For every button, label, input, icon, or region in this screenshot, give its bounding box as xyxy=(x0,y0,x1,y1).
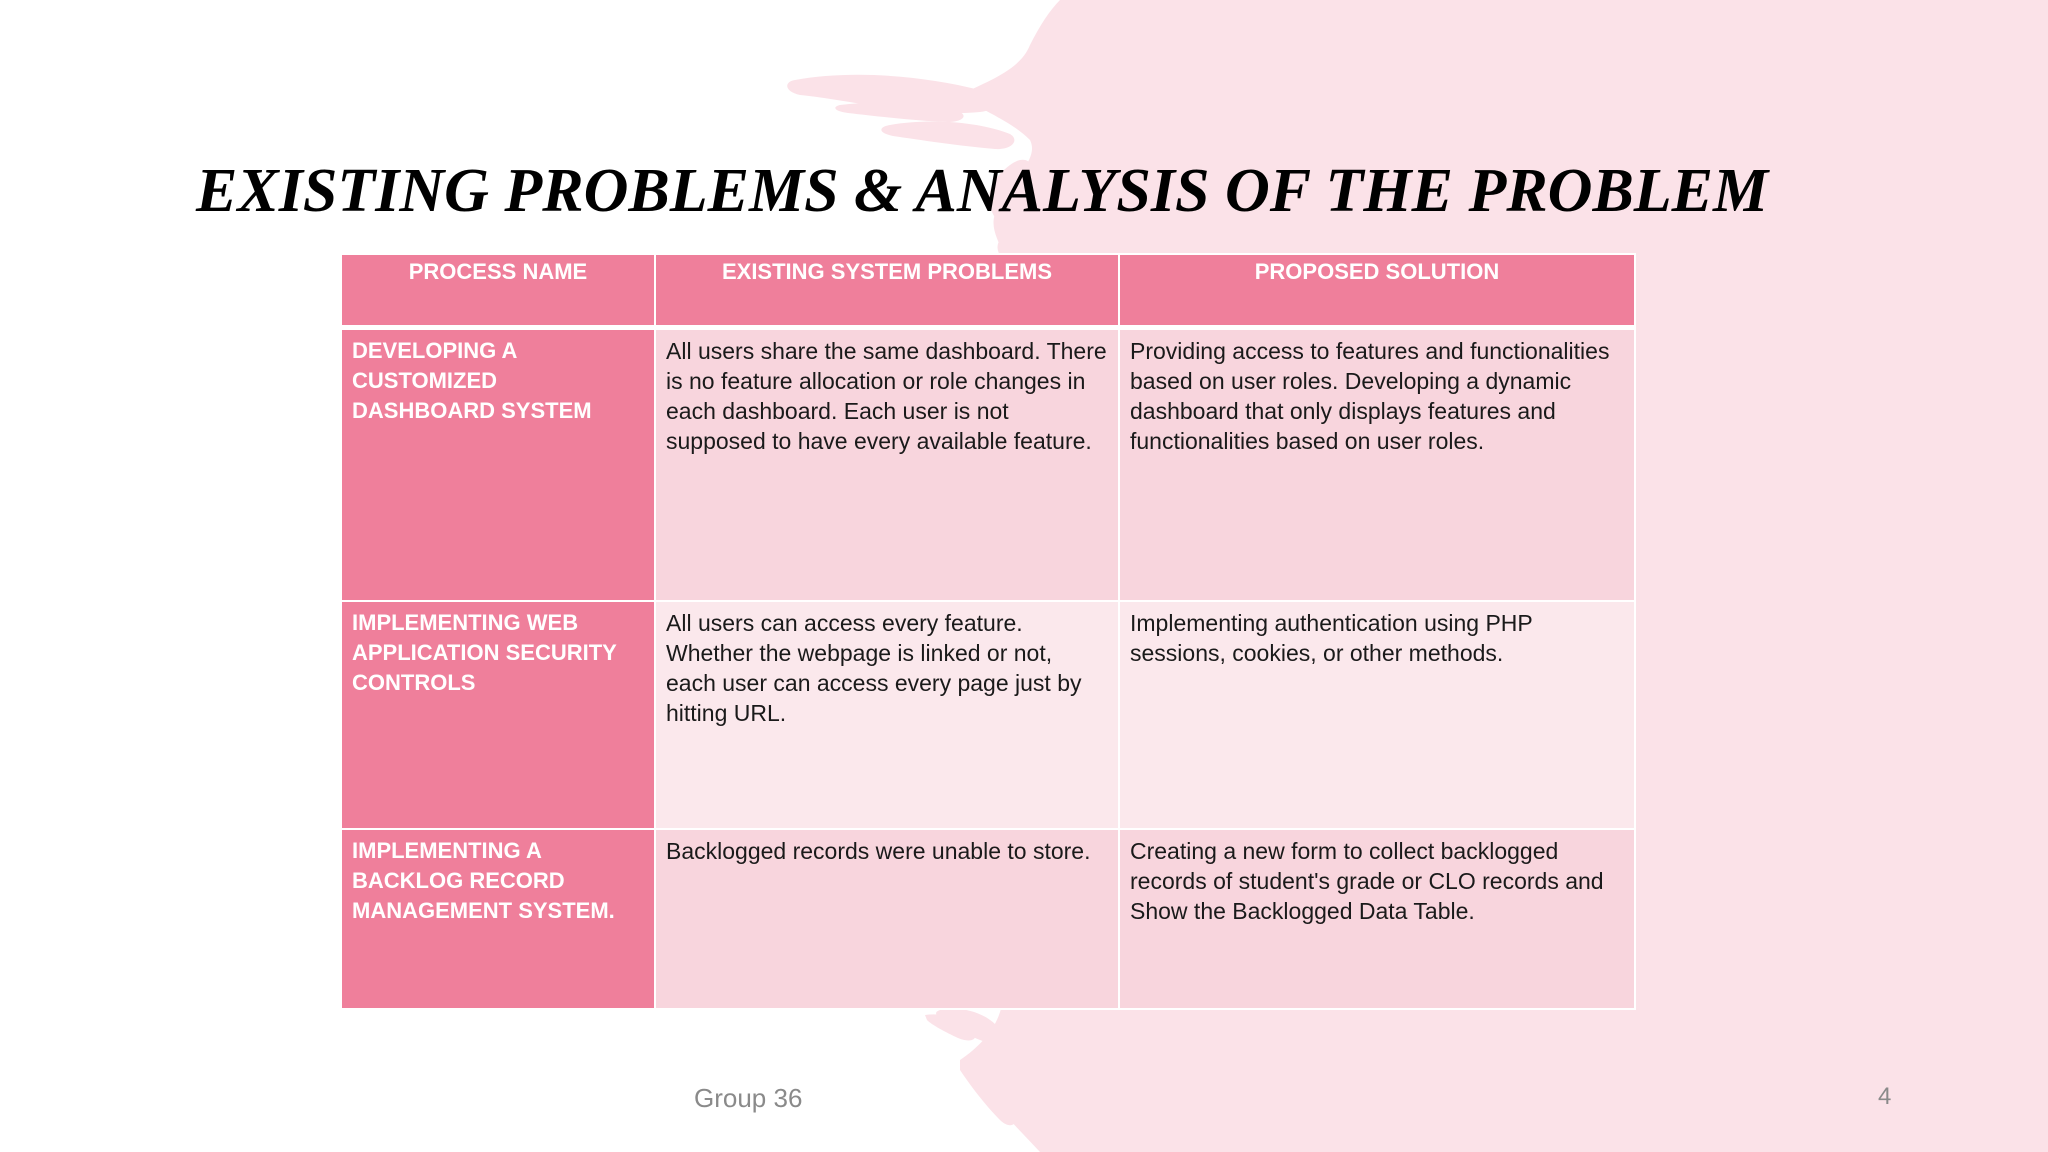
slide-title: EXISTING PROBLEMS & ANALYSIS OF THE PROBLEM xyxy=(196,157,1769,225)
process-name-cell: IMPLEMENTING A BACKLOG RECORD MANAGEMENT SYSTEM. xyxy=(341,829,655,1009)
existing-problem-cell: Backlogged records were unable to store. xyxy=(655,829,1119,1009)
column-header-existing-problems: EXISTING SYSTEM PROBLEMS xyxy=(655,254,1119,328)
proposed-solution-cell: Implementing authentication using PHP sessions, cookies, or other methods. xyxy=(1119,601,1635,829)
table-header-row xyxy=(341,254,1635,328)
table-row xyxy=(341,829,1635,1009)
footer-group-label: Group 36 xyxy=(694,1083,803,1113)
slide-number: 4 xyxy=(1878,1083,1892,1110)
process-name-cell: DEVELOPING A CUSTOMIZED DASHBOARD SYSTEM xyxy=(341,328,655,602)
column-header-process-name: PROCESS NAME xyxy=(341,254,655,328)
table-row xyxy=(341,601,1635,829)
proposed-solution-cell: Creating a new form to collect backlogged records of student's grade or CLO records and Show the Backlogged Data Table. xyxy=(1119,829,1635,1009)
table-row xyxy=(341,328,1635,602)
problems-analysis-table xyxy=(340,253,1636,1010)
proposed-solution-cell: Providing access to features and functionalities based on user roles. Developing a dynamic dashboard that only displays features and functionalities based on user roles. xyxy=(1119,328,1635,602)
existing-problem-cell: All users share the same dashboard. There is no feature allocation or role changes in each dashboard. Each user is not supposed to have every available feature. xyxy=(655,328,1119,602)
process-name-cell: IMPLEMENTING WEB APPLICATION SECURITY CONTROLS xyxy=(341,601,655,829)
problems-table-container xyxy=(340,253,1634,1010)
existing-problem-cell: All users can access every feature. Whether the webpage is linked or not, each user can access every page just by hitting URL. xyxy=(655,601,1119,829)
column-header-proposed-solution: PROPOSED SOLUTION xyxy=(1119,254,1635,328)
